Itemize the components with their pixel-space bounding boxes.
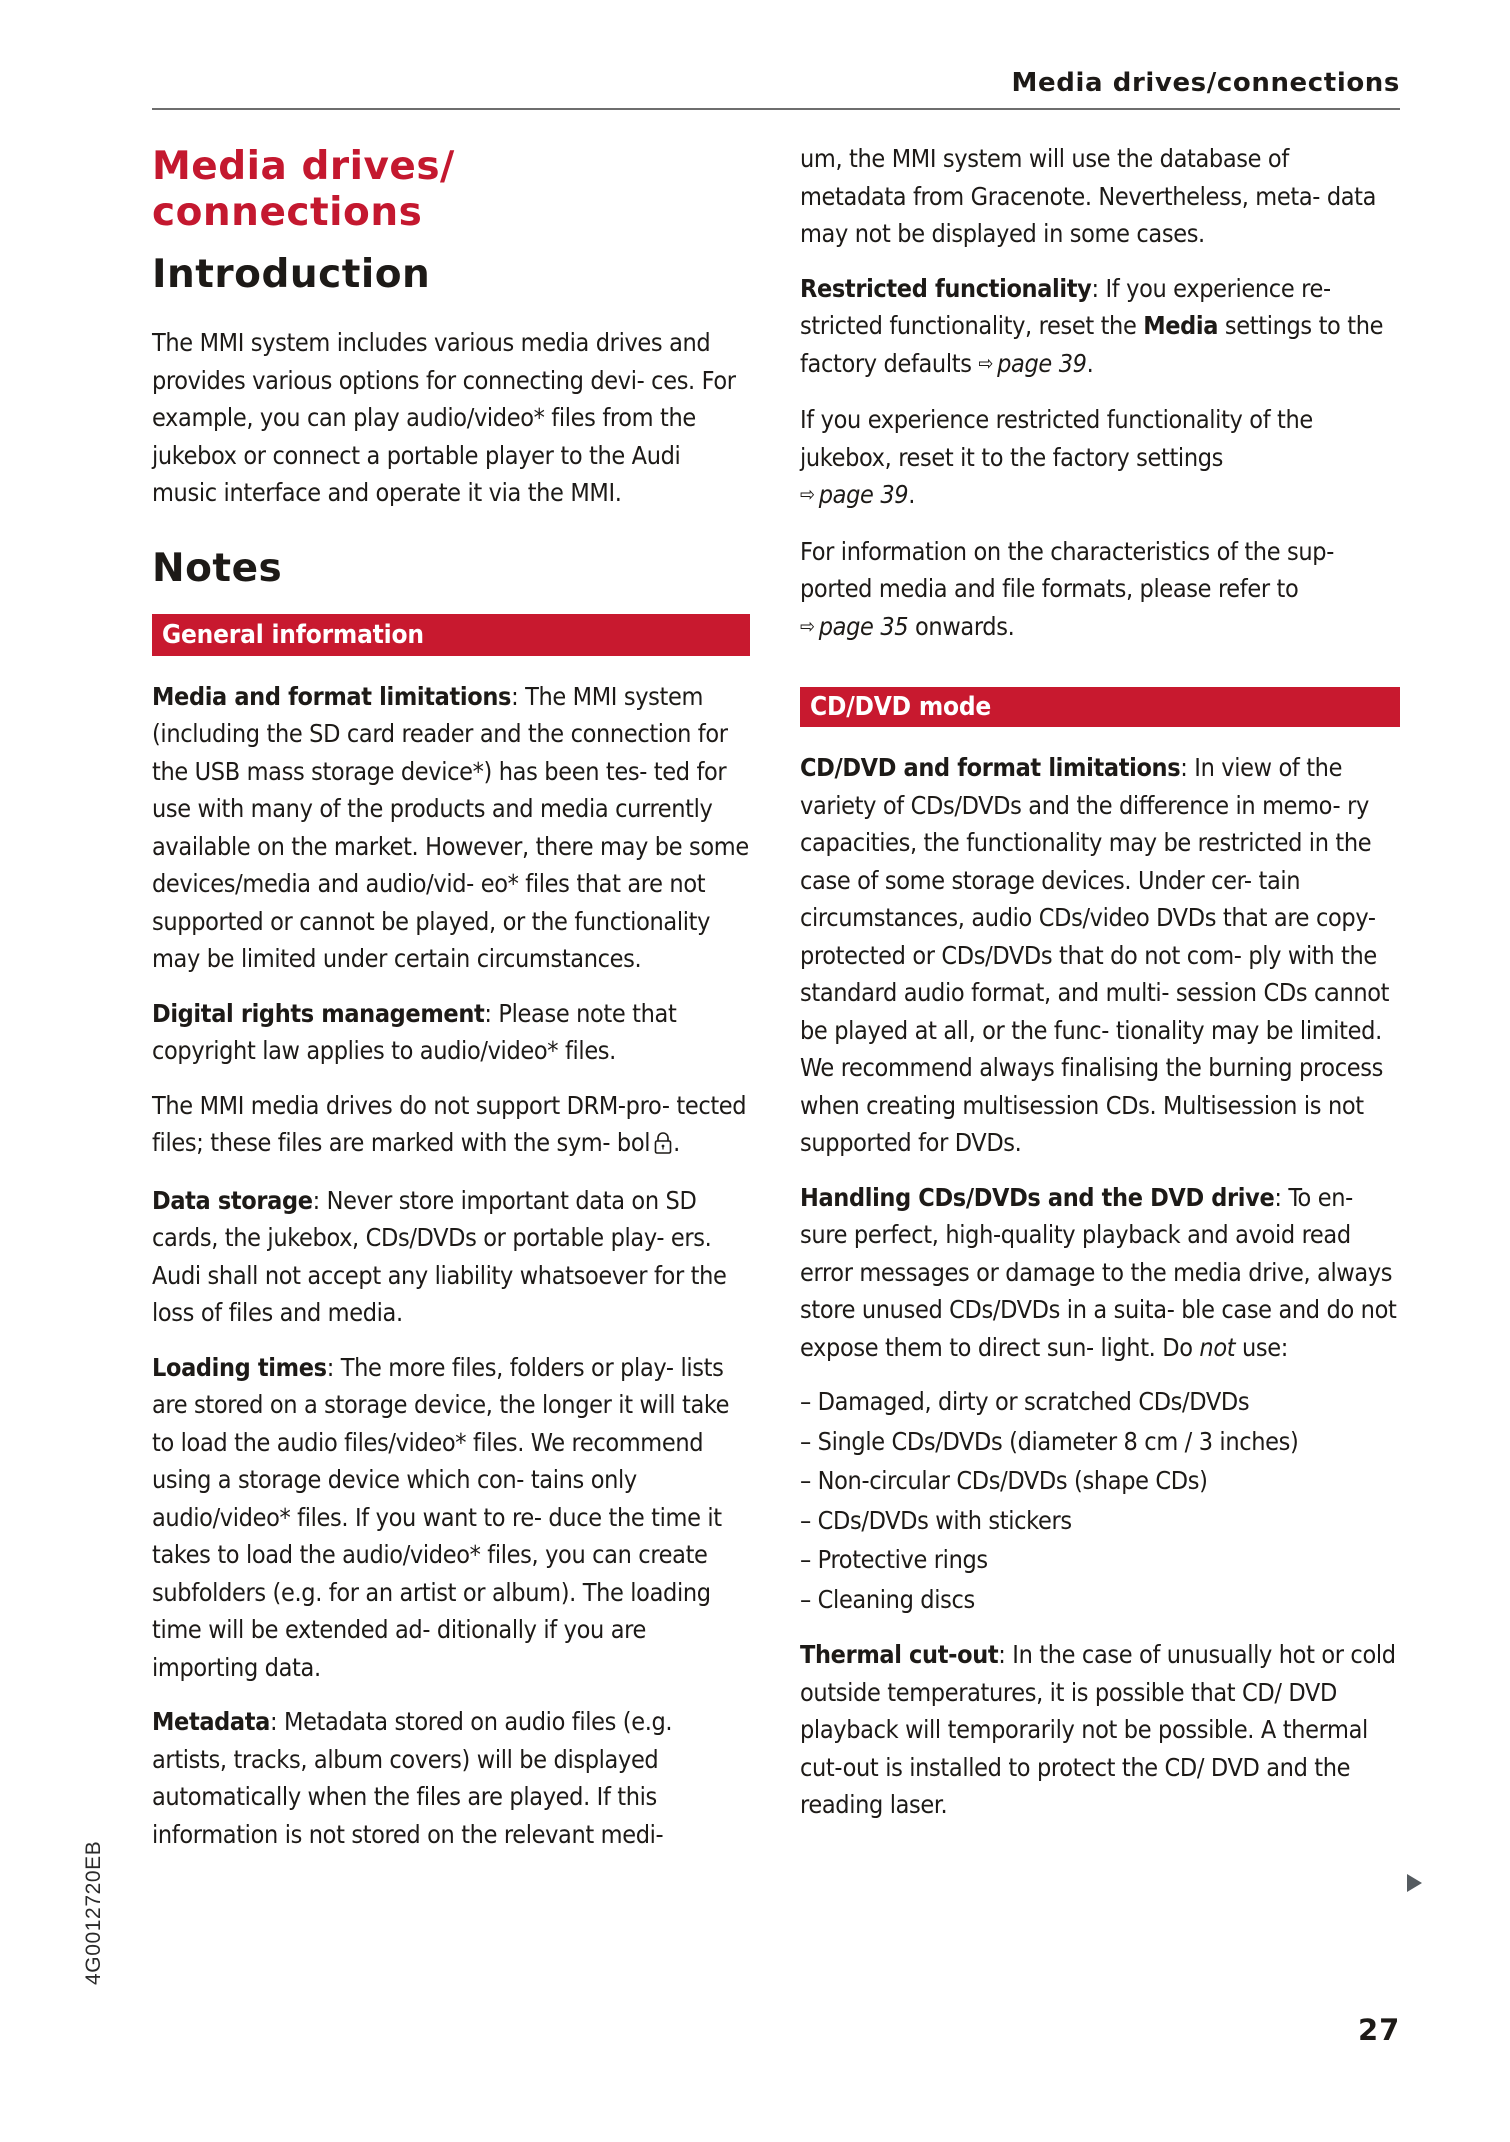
jukebox-paragraph <box>800 401 1400 516</box>
drm-label: Digital rights management <box>152 998 485 1028</box>
formats-end: onwards. <box>908 611 1015 641</box>
document-code: 4G0012720EB <box>82 1840 105 1985</box>
data-storage-label: Data storage <box>152 1185 313 1215</box>
running-title: Media drives/connections <box>1011 68 1400 98</box>
metadata-text: : Metadata stored on audio files (e.g. artists, tracks, album covers) will be displayed automatically when the files are played. If this information is not stored on the relevant medi- <box>152 1707 673 1849</box>
handling-end: use: <box>1235 1332 1288 1362</box>
restricted-paragraph <box>800 270 1400 385</box>
thermal-text: : In the case of unusually hot or cold outside temperatures, it is possible that CD/ DVD playback will temporarily not be possible. A thermal cut-out is installed to protect the CD/ DVD and the reading laser. <box>800 1640 1396 1819</box>
restricted-text: : If you experience re- stricted functionality, reset the <box>800 273 1331 340</box>
loading-times-text: : The more files, folders or play- lists are stored on a storage device, the longer it will take to load the audio files/video* files. We recommend using a storage device which con- tains only audio/video* files. If you want to re- duce the time it takes to load the audio/video* files, you can create subfolders (e.g. for an artist or album). The loading time will be extended ad- ditionally if you are importing data. <box>152 1352 730 1682</box>
continue-triangle-icon <box>1407 1874 1422 1892</box>
handling-label: Handling CDs/DVDs and the DVD drive <box>800 1182 1275 1212</box>
right-column <box>800 140 1400 1824</box>
list-item: – CDs/DVDs with stickers <box>800 1505 1072 1535</box>
reference-arrow-icon: ⇨ <box>800 482 815 506</box>
introduction-heading: Introduction <box>152 252 431 297</box>
page-reference-link[interactable]: page 39 <box>818 480 909 509</box>
cddvd-limits-label: CD/DVD and format limitations <box>800 753 1181 782</box>
media-limits-label: Media and format limitations <box>152 681 512 711</box>
handling-text: : To en- sure perfect, high-quality playback and avoid read error messages or damage to the media drive, always store unused CDs/DVDs in a suita- ble case and do not expose them to direct sun- light. Do <box>800 1182 1397 1362</box>
reference-arrow-icon: ⇨ <box>800 613 815 638</box>
metadata-label: Metadata <box>152 1707 270 1736</box>
drm-paragraph <box>152 995 750 1070</box>
thermal-label: Thermal cut-out <box>800 1640 999 1669</box>
cddvd-limits-text: : In view of the variety of CDs/DVDs and the difference in memo- ry capacities, the functionality may be restricted in the case of some storage devices. Under cer- tain circumstances, audio CDs/video DVDs that are copy-protected or CDs/DVDs that do not com- ply with the standard audio format, and multi- session CDs cannot be played at all, or the func- tionality may be limited. We recommend always finalising the burning process when creating multisession CDs. Multisession is not supported for DVDs. <box>800 753 1390 1157</box>
handling-paragraph <box>800 1179 1400 1367</box>
page-reference-link[interactable]: page 39 <box>997 348 1087 378</box>
chapter-title-line1: Media drives/ <box>152 144 455 189</box>
list-item: – Damaged, dirty or scratched CDs/DVDs <box>800 1387 1250 1416</box>
metadata-continued: um, the MMI system will use the database of metadata from Gracenote. Nevertheless, meta- data may not be displayed in some cases. <box>800 144 1377 248</box>
left-column <box>152 140 750 1853</box>
lock-icon <box>654 1127 672 1165</box>
reference-arrow-icon: ⇨ <box>978 350 994 375</box>
formats-paragraph <box>800 533 1400 648</box>
restricted-label: Restricted functionality <box>800 273 1092 303</box>
list-item: – Protective rings <box>800 1545 988 1574</box>
introduction-text: The MMI system includes various media drives and provides various options for connecting devi- ces. For example, you can play audio/video* files from the jukebox or connect a portable player to the Audi music interface and operate it via the MMI. <box>152 328 736 507</box>
chapter-title <box>152 144 750 236</box>
cddvd-mode-bar: CD/DVD mode <box>800 687 1400 727</box>
formats-text: For information on the characteristics of the sup- ported media and file formats, please refer to <box>800 536 1334 603</box>
notes-heading: Notes <box>152 545 283 591</box>
restricted-text-2: settings to the factory defaults <box>800 311 1384 378</box>
list-item: – Single CDs/DVDs (diameter 8 cm / 3 inches) <box>800 1426 1299 1456</box>
media-limits-text: : The MMI system (including the SD card reader and the connection for the USB mass storage device*) has been tes- ted for use with many of the products and media currently available on the market. However, there may be some devices/media and audio/vid- eo* files that are not supported or cannot be played, or the functionality may be limited under certain circumstances. <box>152 681 749 973</box>
page-header <box>152 60 1400 110</box>
metadata-paragraph <box>152 1703 750 1853</box>
drm-text: : Please note that copyright law applies to audio/video* files. <box>152 998 677 1065</box>
jukebox-text: If you experience restricted functionality of the jukebox, reset it to the factory settings <box>800 405 1313 472</box>
media-limits-paragraph <box>152 678 750 978</box>
drm-note-end: . <box>673 1128 680 1157</box>
drm-note-text: The MMI media drives do not support DRM-pro- tected files; these files are marked with the sym- bol <box>152 1090 747 1157</box>
loading-times-paragraph <box>152 1349 750 1687</box>
data-storage-paragraph <box>152 1182 750 1332</box>
list-item: – Non-circular CDs/DVDs (shape CDs) <box>800 1466 1208 1495</box>
chapter-title-line2: connections <box>152 190 423 235</box>
loading-times-label: Loading times <box>152 1352 327 1382</box>
page-reference-link[interactable]: page 35 <box>818 611 909 641</box>
page-number: 27 <box>1358 2013 1401 2047</box>
general-information-bar: General information <box>152 614 750 656</box>
media-settings-term: Media <box>1143 311 1219 340</box>
jukebox-end: . <box>908 480 916 509</box>
thermal-paragraph <box>800 1636 1400 1824</box>
emphasis-not: not <box>1199 1332 1236 1362</box>
do-not-use-list <box>800 1382 1400 1619</box>
drm-note-paragraph <box>152 1087 750 1165</box>
cddvd-limits-paragraph <box>800 749 1400 1162</box>
data-storage-text: : Never store important data on SD cards, the jukebox, CDs/DVDs or portable play- ers. Audi shall not accept any liability whatsoever for the loss of files and media. <box>152 1185 727 1327</box>
restricted-end: . <box>1086 348 1094 378</box>
list-item: – Cleaning discs <box>800 1584 975 1614</box>
